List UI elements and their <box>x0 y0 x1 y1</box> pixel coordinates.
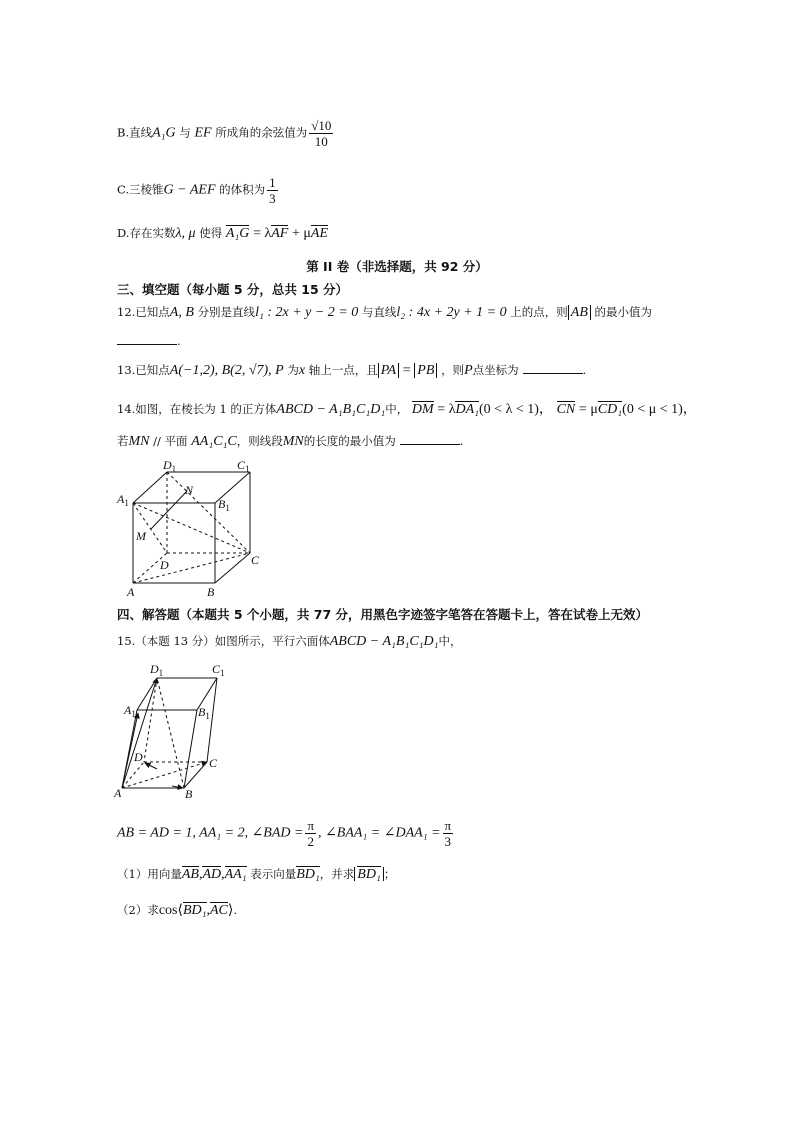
q14-line2c: ，则线段 <box>236 434 283 448</box>
q15-cos: cos <box>158 903 178 918</box>
q15-p1d: ； <box>383 867 396 881</box>
fig15-label-a: A <box>114 786 122 800</box>
fig14-label-c1: $C_1$ <box>237 458 250 474</box>
q13-a: 13.已知点 <box>117 363 170 377</box>
q15-part2: （2）求cos⟨BD₁,AC⟩. <box>117 903 238 918</box>
option-d-plus: + μ <box>292 226 311 241</box>
q14-vector-cd1: CD₁ <box>597 402 623 417</box>
option-b-den: 10 <box>314 134 328 149</box>
option-b-mid1: 与 <box>179 125 191 140</box>
q14-b: 中， <box>385 402 409 416</box>
question-14-line2 <box>117 433 463 450</box>
section-3-title: 三、填空题（每小题 5 分，总共 15 分） <box>117 282 349 297</box>
q12-e: 上的点，则 <box>510 305 568 319</box>
option-c-expr: G − AEF <box>163 182 216 198</box>
q13-eq: = <box>402 363 411 378</box>
q15-p1c: ，并求 <box>319 867 355 881</box>
q12-line-l2: l₂ : 4x + 2y + 1 = 0 <box>396 305 507 320</box>
fig14-label-c: C <box>251 553 260 567</box>
q13-d: ，则 <box>441 363 465 377</box>
q14-plane: AA₁C₁C <box>191 434 237 449</box>
question-14 <box>117 398 697 418</box>
q15-p1b: 表示向量 <box>250 867 297 881</box>
q14-answer-blank <box>400 434 460 445</box>
q15-pi-a: π <box>307 818 315 833</box>
q13-answer-blank <box>523 363 583 374</box>
option-c-den: 3 <box>269 191 276 206</box>
q14-vector-da1: DA₁ <box>455 402 480 417</box>
q15-two: 2 <box>307 834 314 849</box>
option-d-eq: = λ <box>253 226 272 241</box>
q15-angle-vector-bd1: BD₁ <box>182 903 207 918</box>
option-c-mid: 的体积为 <box>219 182 266 197</box>
fig14-label-n: N <box>185 483 194 497</box>
q15-pi-b: π <box>444 818 452 833</box>
q15-vector-aa1: AA₁ <box>224 867 247 882</box>
q12-f: 的最小值为 <box>594 305 653 319</box>
fig14-label-a1: $A_1$ <box>117 492 129 508</box>
q13-b: 为 <box>287 363 299 377</box>
q14-d: = μ <box>578 402 598 417</box>
q15-given1: AB = AD = 1, AA₁ = 2, ∠BAD = <box>117 825 304 841</box>
q14-cond1: (0 < λ < 1)， <box>479 402 553 417</box>
q15-solid: ABCD − A₁B₁C₁D₁ <box>329 634 439 649</box>
q15-given <box>117 818 455 849</box>
q12-d: 与直线 <box>361 305 397 319</box>
q12-answer-line <box>117 334 181 348</box>
q15-vector-ab: AB <box>181 867 199 882</box>
q13-p: P <box>464 363 473 378</box>
fig14-label-a: A <box>127 585 135 598</box>
fig14-label-b1: $B_1$ <box>218 497 230 513</box>
q15-vector-bd1: BD₁ <box>296 867 320 882</box>
q15-given2: , ∠BAA₁ = ∠DAA₁ = <box>318 825 441 841</box>
q14-cond2: (0 < μ < 1)， <box>622 402 697 417</box>
option-b-line-a1g: A₁G <box>152 125 176 141</box>
option-d-vars: λ, μ <box>175 226 196 241</box>
q14-end: . <box>459 434 464 448</box>
option-d <box>117 225 328 242</box>
q14-mn: MN <box>128 434 150 449</box>
fig14-label-d: D <box>160 558 169 572</box>
q14-line2a: 若 <box>117 434 129 448</box>
q12-c: 分别是直线 <box>197 305 256 319</box>
q12-points: A, B <box>169 305 194 320</box>
fig14-label-m: M <box>136 529 146 543</box>
question-12 <box>117 304 652 321</box>
q13-c: 轴上一点，且 <box>308 363 378 377</box>
option-c-prefix: C.三棱锥 <box>117 182 164 197</box>
q15-a: 15.（本题 13 分）如图所示，平行六面体 <box>117 634 330 648</box>
q15-p2a: （2）求 <box>117 903 159 917</box>
option-b-prefix: B.直线 <box>117 125 153 140</box>
q13-x: x <box>298 363 306 378</box>
q15-p1a: （1）用向量 <box>117 867 182 881</box>
q12-abs-ab: AB <box>568 305 591 320</box>
question-13 <box>117 362 586 379</box>
option-b-fraction <box>309 118 333 149</box>
option-c-fraction <box>267 175 278 206</box>
option-d-lhs-vector: A₁G <box>225 226 250 241</box>
fig15-label-c1: $C_1$ <box>212 662 225 678</box>
q12-answer-blank <box>117 334 177 345</box>
section-4-title: 四、解答题（本题共 5 个小题，共 77 分，用黑色字迹签字笔答在答题卡上，答在试卷上无效） <box>117 607 649 622</box>
fig15-label-d1: $D_1$ <box>150 662 164 678</box>
fig15-label-b1: $B_1$ <box>198 705 210 721</box>
part-ii-title: 第 II 卷（非选择题，共 92 分） <box>306 259 488 274</box>
q14-cube: ABCD − A₁B₁C₁D₁ <box>276 402 386 417</box>
q13-abs-pb: PB <box>414 363 437 378</box>
q15-frac-pi-2 <box>305 818 316 849</box>
fig15-label-b: B <box>185 787 193 801</box>
q14-line2b: // 平面 <box>153 434 188 448</box>
option-b-num: √10 <box>311 118 332 133</box>
q14-c: = λ <box>437 402 456 417</box>
option-d-prefix: D.存在实数 <box>117 226 176 240</box>
q12-a: 12.已知点 <box>117 305 170 319</box>
fig14-label-b: B <box>207 585 215 598</box>
q14-a: 14.如图，在棱长为 1 的正方体 <box>117 402 277 416</box>
q15-three: 3 <box>444 834 452 849</box>
q13-abs-pa: PA <box>378 363 399 378</box>
q14-vector-dm: DM <box>411 402 434 417</box>
option-d-mid: 使得 <box>199 226 223 240</box>
option-d-vector-ae: AE <box>310 226 329 241</box>
q14-vector-cn: CN <box>556 402 576 417</box>
q15-frac-pi-3 <box>443 818 454 849</box>
fig15-label-d: D <box>134 750 143 764</box>
fig15-label-c: C <box>209 756 218 770</box>
q14-mn2: MN <box>282 434 304 449</box>
q14-line2d: 的长度的最小值为 <box>303 434 396 448</box>
question-15 <box>117 633 462 650</box>
figure-14-cube <box>115 458 275 598</box>
option-d-vector-af: AF <box>271 226 289 241</box>
option-b-line-ef: EF <box>194 125 212 141</box>
q13-e: 点坐标为 <box>472 363 519 377</box>
option-c-num: 1 <box>269 175 276 190</box>
fig14-label-d1: $D_1$ <box>163 458 177 474</box>
q13-end: . <box>582 363 587 377</box>
q15-part1: （1）用向量AB,AD,AA₁ 表示向量BD₁，并求 BD₁ ； <box>117 867 396 882</box>
q15-vector-ad: AD <box>202 867 222 882</box>
q15-p2end: . <box>233 903 238 917</box>
figure-15-parallelepiped <box>112 660 242 802</box>
q15-b: 中， <box>438 634 462 648</box>
option-c <box>117 175 280 206</box>
q15-angle-vector-ac: AC <box>210 903 228 918</box>
q12-end: . <box>177 334 181 348</box>
fig15-label-a1: $A_1$ <box>124 703 136 719</box>
q15-abs-vector-bd1: BD₁ <box>357 867 381 882</box>
q12-line-l1: l₁ : 2x + y − 2 = 0 <box>255 305 359 320</box>
q15-abs-bd1 <box>354 867 384 881</box>
q13-points: A(−1,2), B(2, √7), P <box>169 363 284 378</box>
option-b-mid2: 所成角的余弦值为 <box>215 125 308 140</box>
option-b <box>117 118 335 149</box>
